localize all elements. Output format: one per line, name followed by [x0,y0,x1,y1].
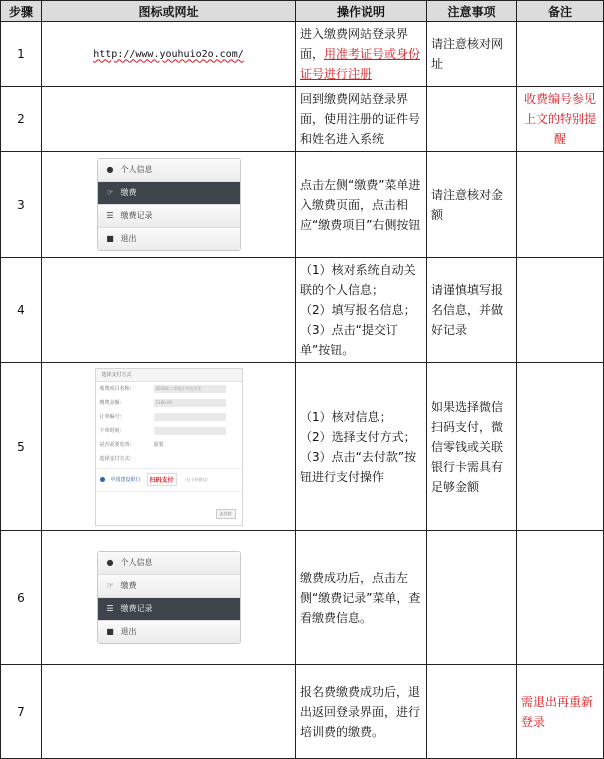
instruction-line: （2）选择支付方式； [300,429,416,444]
remark-cell [517,152,604,258]
note-cell [427,665,517,759]
instruction-text: 进入缴费网站登录界面， [300,27,409,61]
table-row [1,363,604,531]
remark-cell [517,258,604,363]
field-label: 订单编号： [99,414,125,420]
header-row [1,1,604,22]
note-cell: 请注意核对金额 [427,152,517,258]
header-remarks: 备注 [517,1,604,22]
form-row [96,410,242,424]
table-row [1,665,604,759]
icon-cell-empty [42,258,296,363]
form-row [96,438,242,452]
table-row [1,258,604,363]
header-instructions: 操作说明 [296,1,427,22]
instruction-line: （1）核对系统自动关联的个人信息； [300,263,416,297]
user-icon: ● [106,558,114,567]
menu-item-profile[interactable] [98,552,240,575]
header-icon-url: 图标或网址 [42,1,296,22]
step-number: 1 [1,22,42,87]
side-menu [97,158,241,251]
note-cell [427,531,517,665]
menu-item-pay[interactable] [98,182,240,205]
icon-cell-empty [42,87,296,152]
icon-cell-empty [42,665,296,759]
remark-cell: 收费编号参见上文的特别提醒 [517,87,604,152]
pay-method-label [96,452,242,466]
pay-method-text: 选择支付方式： [99,456,135,462]
menu-screenshot-cell [42,531,296,665]
field-value [154,413,226,421]
side-menu [97,551,241,644]
menu-item-label: 个人信息 [120,165,153,174]
remark-cell [517,363,604,531]
hand-icon: ☞ [106,188,114,197]
menu-screenshot-cell [42,152,296,258]
remark-cell [517,22,604,87]
step-number: 3 [1,152,42,258]
invoice-value: 需要 [153,442,164,448]
table-row [1,87,604,152]
instruction-cell: 缴费成功后，点击左侧“缴费记录”菜单，查看缴费信息。 [296,531,427,665]
table-row [1,22,604,87]
header-notes: 注意事项 [427,1,517,22]
scan-pay-hint: （仅支持微信） [182,476,211,482]
bank-option[interactable]: 中国建设银行 [110,477,141,483]
instruction-line: （1）核对信息； [300,409,392,424]
pay-options [96,468,242,492]
payment-screenshot-cell [42,363,296,531]
menu-item-logout[interactable] [98,621,240,643]
instruction-cell: 回到缴费网站登录界面，使用注册的证件号和姓名进入系统 [296,87,427,152]
payment-form [95,368,243,526]
note-cell: 请注意核对网址 [427,22,517,87]
field-label: 缴费金额： [99,400,125,406]
scan-pay-option[interactable]: 扫码支付 [147,473,177,486]
field-label: 收费项目名称： [99,386,135,392]
note-cell [427,87,517,152]
step-number: 7 [1,665,42,759]
note-cell: 请谨慎填写报名信息，并做好记录 [427,258,517,363]
site-url-cell [42,22,296,87]
remark-cell: 需退出再重新登录 [517,665,604,759]
step-number: 4 [1,258,42,363]
menu-item-label: 退出 [120,627,137,636]
pay-radio[interactable] [100,477,105,482]
instruction-line: （2）填写报名信息； [300,303,416,317]
menu-item-records[interactable] [98,598,240,621]
user-icon: ● [106,165,114,174]
table-row [1,152,604,258]
instruction-cell [296,363,427,531]
instruction-cell: 点击左侧“缴费”菜单进入缴费页面，点击相应“缴费项目”右侧按钮 [296,152,427,258]
form-row [96,424,242,438]
menu-item-pay[interactable] [98,575,240,598]
instruction-line: （3）点击“去付款”按钮进行支付操作 [300,449,417,484]
site-url[interactable]: http://www.youhuio2o.com/ [93,48,244,60]
register-link[interactable]: 用准考证号或身份证号进行注册 [300,47,421,81]
list-icon: ☰ [106,604,114,613]
field-value: 2180.00 [154,399,226,407]
instruction-cell [296,22,427,87]
step-number: 6 [1,531,42,665]
header-step: 步骤 [1,1,42,22]
lock-icon: ■ [106,234,114,243]
lock-icon: ■ [106,627,114,636]
form-row [96,396,242,410]
menu-item-label: 缴费记录 [120,211,153,220]
menu-item-label: 缴费 [120,188,137,197]
menu-item-label: 退出 [120,234,137,243]
note-cell: 如果选择微信扫码支付，微信零钱或关联银行卡需具有足够金额 [427,363,517,531]
hand-icon: ☞ [106,581,114,590]
field-label: 下单时间： [99,428,125,434]
menu-item-label: 缴费记录 [120,604,153,613]
go-pay-button[interactable]: 去付款 [216,509,236,519]
step-number: 5 [1,363,42,531]
menu-item-label: 个人信息 [120,558,153,567]
instruction-cell: 报名费缴费成功后，退出返回登录界面，进行培训费的缴费。 [296,665,427,759]
field-label: 是否需要发票： [99,442,135,448]
menu-item-records[interactable] [98,205,240,228]
step-number: 2 [1,87,42,152]
table-row [1,531,604,665]
list-icon: ☰ [106,211,114,220]
menu-item-profile[interactable] [98,159,240,182]
instruction-line: （3）点击“提交订单”按钮。 [300,323,398,357]
menu-item-logout[interactable] [98,228,240,250]
menu-item-label: 缴费 [120,581,137,590]
form-title: 选择支付方式 [96,369,242,382]
form-row [96,382,242,396]
instruction-cell [296,258,427,363]
field-value: 2018年二季度小学在学生 [154,385,226,393]
remark-cell [517,531,604,665]
field-value [154,427,226,435]
